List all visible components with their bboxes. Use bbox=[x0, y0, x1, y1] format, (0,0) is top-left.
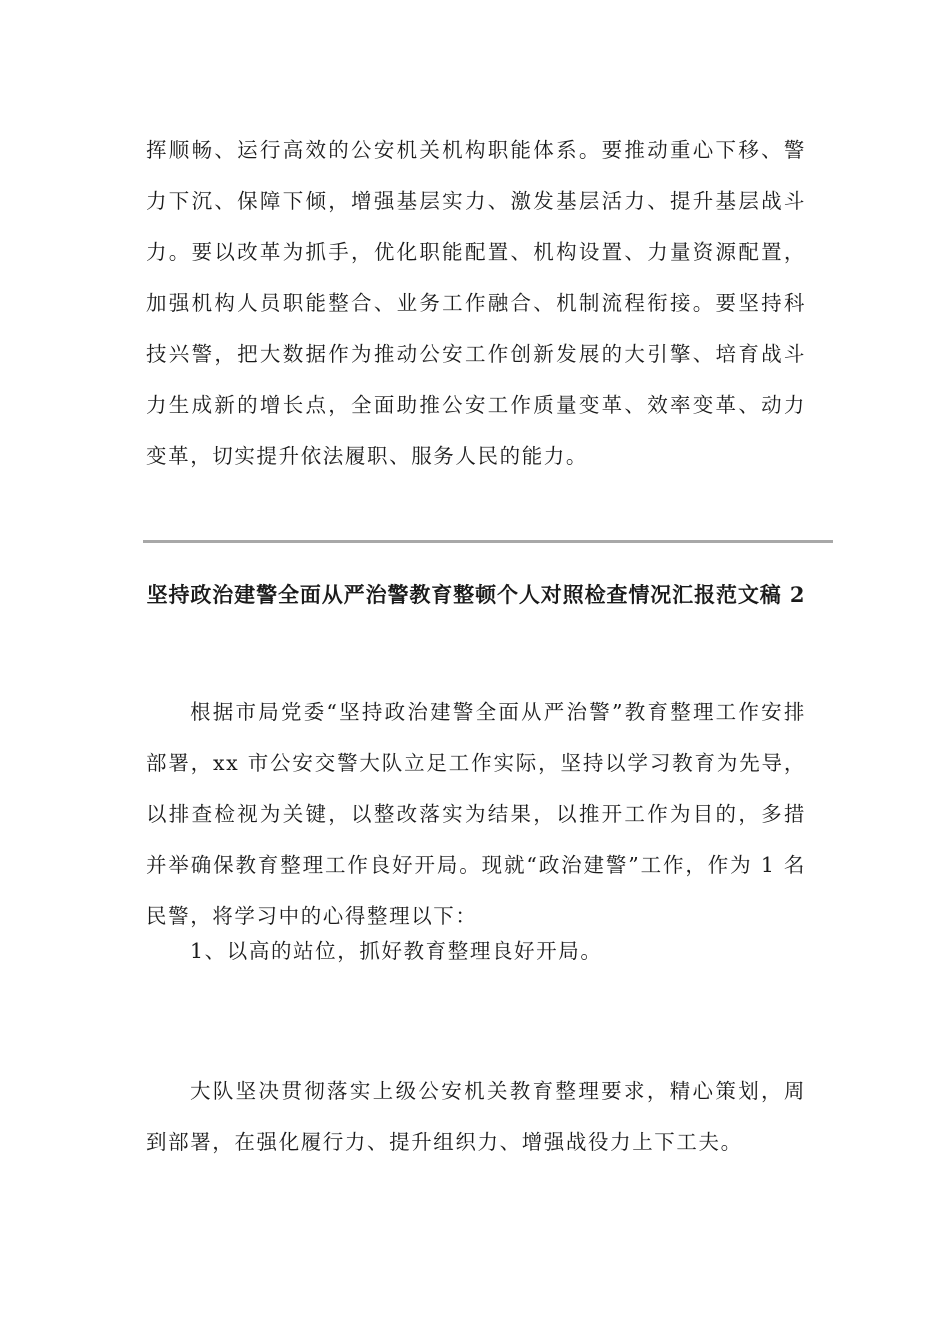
intro-paragraph: 挥顺畅、运行高效的公安机关机构职能体系。要推动重心下移、警力下沉、保障下倾，增强基层实力、激发基层活力、提升基层战斗力。要以改革为抓手，优化职能配置、机构设置、力量资源配置，加强机构人员职能整合、业务工作融合、机制流程衔接。要坚持科技兴警，把大数据作为推动公安工作创新发展的大引擎、培育战斗力生成新的增长点，全面助推公安工作质量变革、效率变革、动力变革，切实提升依法履职、服务人民的能力。 bbox=[146, 138, 806, 468]
body-paragraph-1: 根据市局党委“坚持政治建警全面从严治警”教育整理工作安排部署，xx 市公安交警大队立足工作实际，坚持以学习教育为先导，以排查检视为关键，以整改落实为结果，以推开工作为目的，多措并举确保教育整理工作良好开局。现就“政治建警”工作，作为 1 名民警，将学习中的心得整理以下： bbox=[146, 700, 806, 928]
body-paragraph-3: 大队坚决贯彻落实上级公安机关教育整理要求，精心策划，周到部署，在强化履行力、提升组织力、增强战役力上下工夫。 bbox=[146, 1079, 806, 1154]
section-title: 坚持政治建警全面从严治警教育整顿个人对照检查情况汇报范文稿 2 bbox=[146, 582, 806, 607]
section-divider bbox=[143, 540, 833, 543]
body-paragraph-2: 1、以高的站位，抓好教育整理良好开局。 bbox=[190, 939, 603, 963]
